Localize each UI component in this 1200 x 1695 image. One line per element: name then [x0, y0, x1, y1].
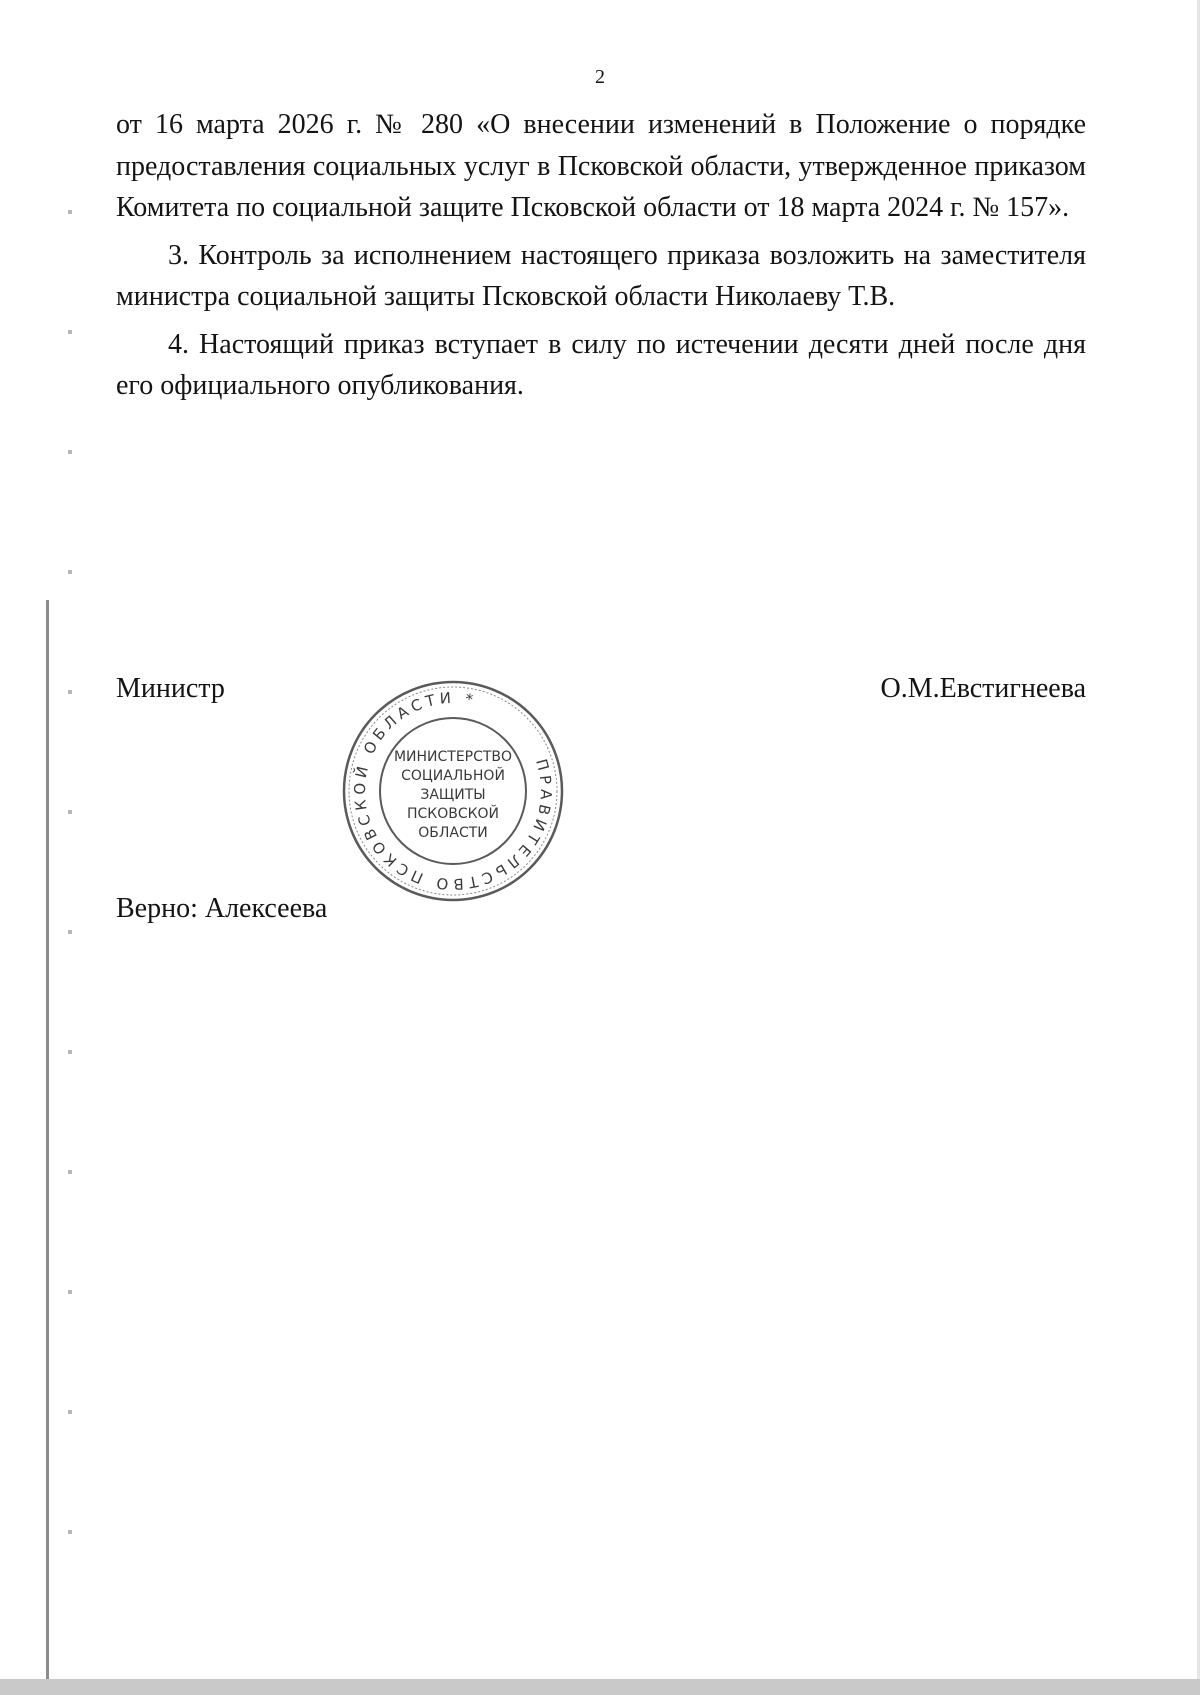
signatory-name: О.М.Евстигнеева	[880, 673, 1086, 704]
official-seal	[340, 678, 566, 904]
signatory-title: Министр	[116, 673, 225, 704]
official-seal-graphic	[340, 678, 566, 904]
page-number: 2	[595, 66, 605, 88]
seal-ring-text: ПРАВИТЕЛЬСТВО ПСКОВСКОЙ ОБЛАСТИ *	[350, 688, 556, 894]
scan-margin-marks	[68, 140, 72, 1640]
seal-line-4: ПСКОВСКОЙ	[406, 806, 500, 822]
document-body	[116, 104, 1086, 407]
seal-line-1: МИНИСТЕРСТВО	[393, 749, 513, 765]
seal-line-3: ЗАЩИТЫ	[420, 787, 486, 803]
paragraph-item-4: 4. Настоящий приказ вступает в силу по истечении десяти дней после дня его официального опубликования.	[116, 328, 1086, 401]
paragraph-item-3: 3. Контроль за исполнением настоящего приказа возложить на заместителя министра социальной защиты Псковской области Николаеву Т.В.	[116, 239, 1086, 312]
certification-note: Верно: Алексеева	[116, 893, 328, 924]
scan-edge-left	[46, 600, 49, 1695]
scan-edge-bottom	[0, 1679, 1200, 1695]
seal-line-5: ОБЛАСТИ	[418, 825, 488, 841]
seal-line-2: СОЦИАЛЬНОЙ	[401, 768, 505, 784]
paragraph-continuation: от 16 марта 2026 г. № 280 «О внесении изменений в Положение о порядке предоставления социальных услуг в Псковской области, утвержденное приказом Комитета по социальной защите Псковской области от 18 марта 2024 г. № 157».	[116, 109, 1086, 223]
